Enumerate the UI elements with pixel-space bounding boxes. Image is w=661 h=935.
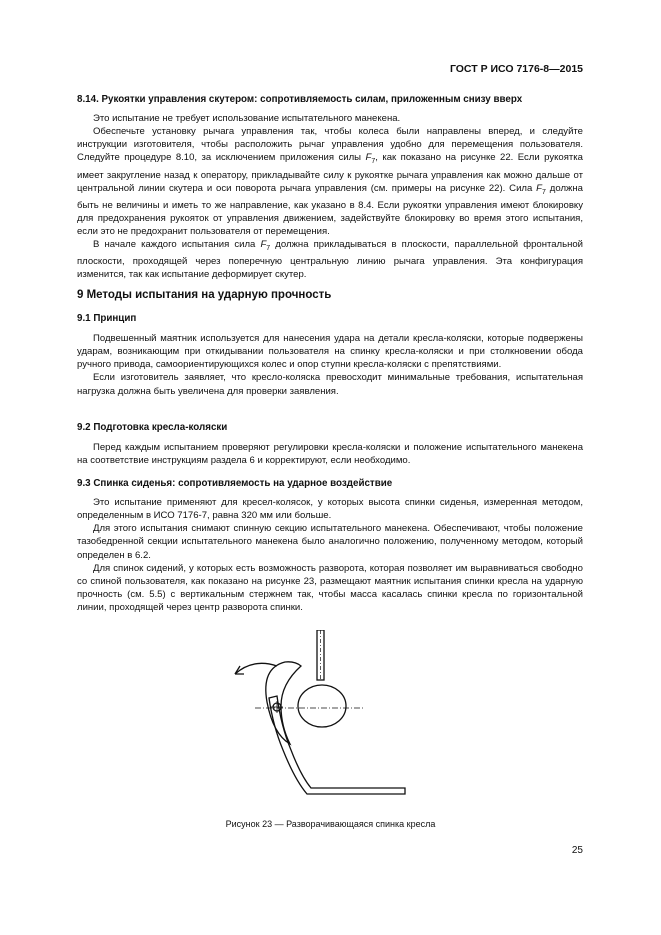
section-9-2-title: 9.2 Подготовка кресла-коляски (77, 422, 228, 433)
pendulum-mass (298, 685, 346, 727)
section-9-3-body (77, 496, 583, 614)
standard-header: ГОСТ Р ИСО 7176-8—2015 (449, 63, 583, 75)
pivoting-backrest-figure (215, 630, 455, 815)
figure-caption: Рисунок 23 — Разворачивающаяся спинка кресла (225, 819, 436, 829)
paragraph: Это испытание не требует использование испытательного манекена. (93, 113, 401, 124)
page-number: 25 (571, 845, 583, 856)
section-9-3-title: 9.3 Спинка сиденья: сопротивляемость на ударное воздействие (77, 478, 393, 489)
paragraph: Для спинок сидений, у которых есть возможность разворота, которая позволяет им выравниваться свободно со спиной пользователя, как показано на рисунке 23, размещают маятник испытания спинки кресла на ударную прочность (см. 5.5) с вертикальным стержнем так, чтобы масса касалась спинки кресла по горизонтальной линии, проходящей через центр разворота спинки. (77, 562, 583, 614)
section-9-2-body (77, 441, 583, 467)
section-8-14-body (77, 112, 583, 282)
section-9-title: 9 Методы испытания на ударную прочность (77, 289, 332, 301)
section-9-1-body (77, 332, 583, 398)
paragraph: Если изготовитель заявляет, что кресло-коляска превосходит минимальные требования, испытательная нагрузка должна быть увеличена для проверки заявления. (77, 372, 583, 397)
paragraph: Обеспечьте установку рычага управления так, чтобы колеса были направлены вперед, и следуйте инструкции изготовителя, чтобы расположить рычаг управления удобно для перемещения пользователя. Следуйте процедуре 8.10, за исключением приложения силы $F_7$, как показано на рисунке 22. Если рукоятка имеет закругление назад к оператору, прикладывайте силу к рукоятке рычага управления как можно дальше от центральной линии скутера и оси поворота рычага управления (см. примеры на рисунке 22). Сила $F_7$ должна быть не величины и иметь то же направление, как указано в 8.4. Если рукоятки управления имеют блокировку для предохранения рукояток от управления движением, задействуйте блокировку во время этого испытания, если это не предохранит пользователя от перемещения. (77, 126, 583, 238)
section-8-14-title: 8.14. Рукоятки управления скутером: сопротивляемость силам, приложенным снизу вверх (77, 94, 523, 105)
paragraph: В начале каждого испытания сила $F_7$ должна прикладываться в плоскости, параллельной фронтальной плоскости, проходящей через поперечную центральную линию рычага управления. Эта конфигурация изменится, так как испытание деформирует скутер. (77, 239, 583, 281)
section-9-1-title: 9.1 Принцип (77, 313, 137, 324)
backrest (266, 662, 301, 744)
paragraph: Подвешенный маятник используется для нанесения удара на детали кресла-коляски, которые подвержены ударам, возникающим при откидывании пользователя на спинку кресла-коляски и при столкновении обода ручного привода, самоориентирующихся колес и опор ступни кресла-коляски с препятствиями. (77, 333, 583, 371)
paragraph: Это испытание применяют для кресел-колясок, у которых высота спинки сиденья, измеренная методом, определенным в ИСО 7176-7, равна 320 мм или больше. (77, 497, 583, 522)
paragraph: Для этого испытания снимают спинную секцию испытательного манекена. Обеспечивают, чтобы положение тазобедренной секции испытательного манекена было аналогично положению, полученному методом, который определен в 6.2. (77, 523, 583, 561)
paragraph: Перед каждым испытанием проверяют регулировки кресла-коляски и положение испытательного манекена на соответствие инструкциям раздела 6 и корректируют, если необходимо. (77, 442, 583, 467)
rotation-arrow-icon (235, 663, 277, 674)
seat-frame (269, 696, 405, 794)
